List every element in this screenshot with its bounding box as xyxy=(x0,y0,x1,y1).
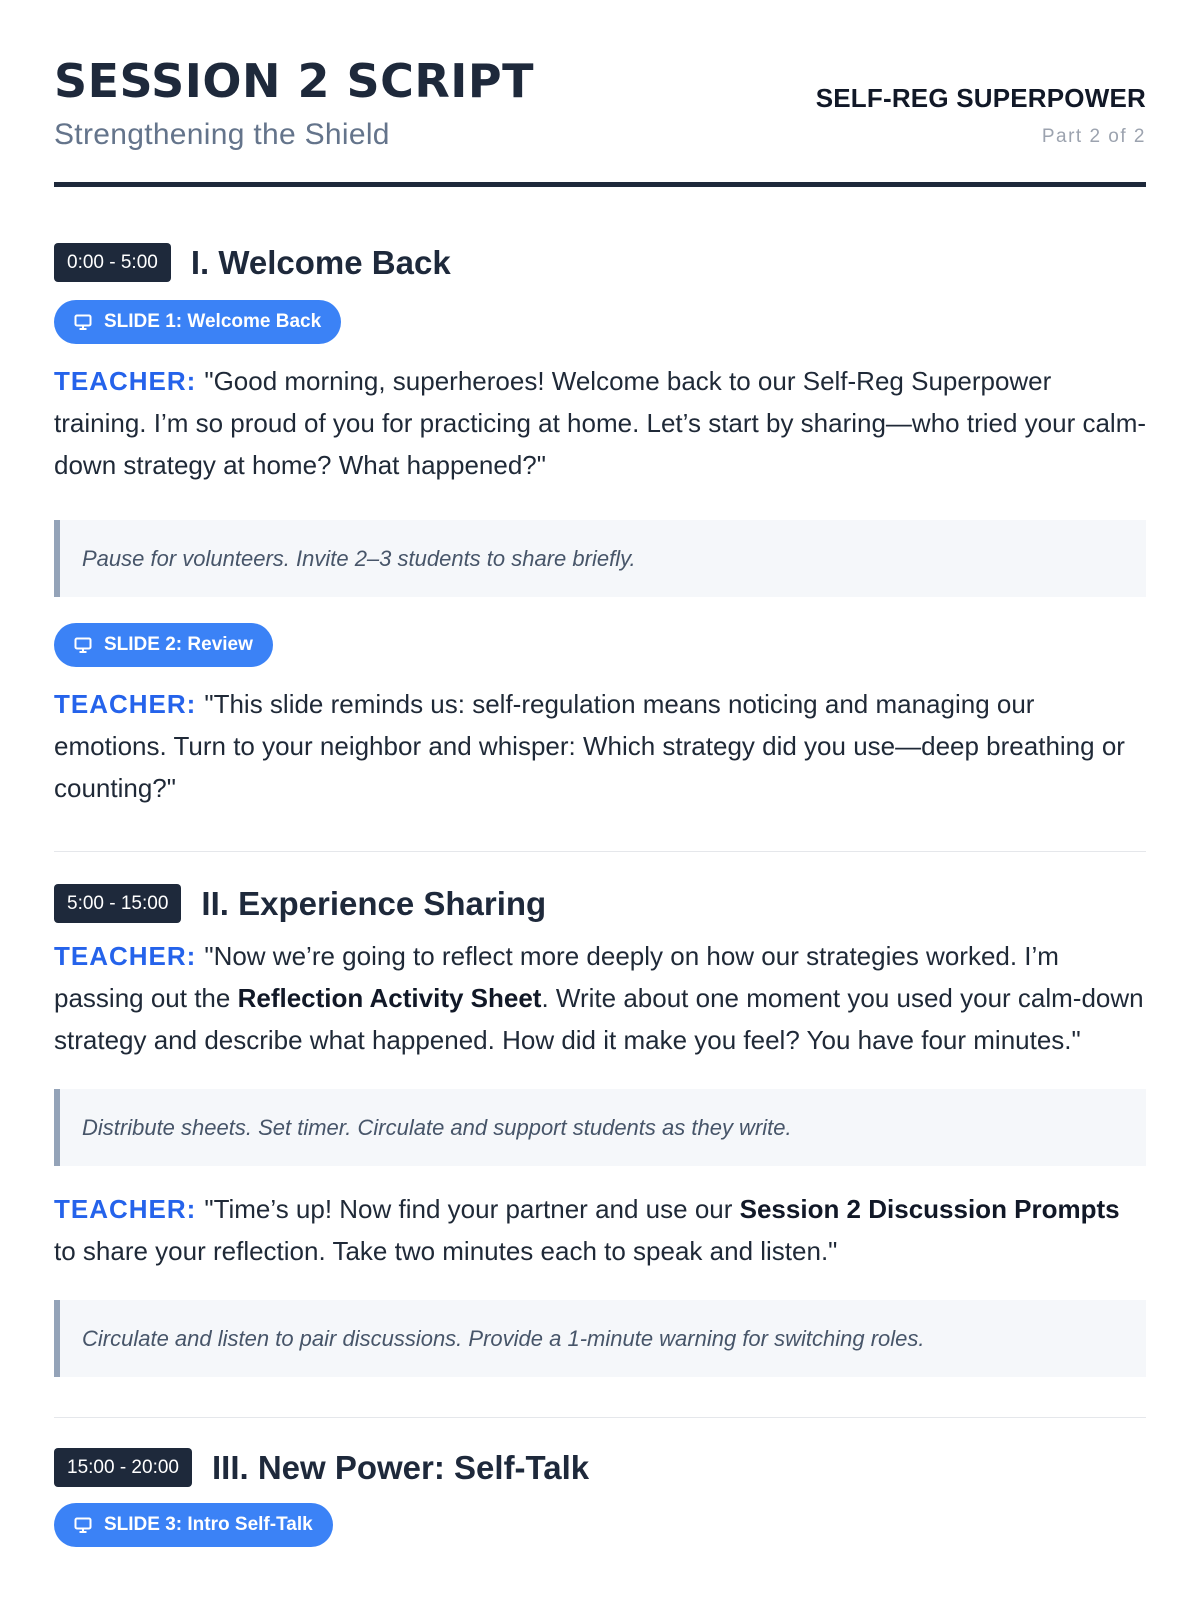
program-name: SELF-REG SUPERPOWER xyxy=(815,83,1146,113)
teacher-tag: TEACHER: xyxy=(54,1194,197,1224)
stage-direction-note: Distribute sheets. Set timer. Circulate and support students as they write. xyxy=(54,1089,1146,1166)
time-badge: 0:00 - 5:00 xyxy=(54,243,171,282)
teacher-speech: "This slide reminds us: self-regulation means noticing and managing our emotions. Turn to your neighbor and whisper: Which strategy did you use—deep breathing or counting?" xyxy=(54,689,1125,803)
program-block xyxy=(816,83,1146,152)
slide-label: SLIDE 2: Review xyxy=(104,634,253,655)
teacher-line xyxy=(54,683,1146,851)
teacher-speech: to share your reflection. Take two minutes each to speak and listen." xyxy=(54,1236,838,1266)
teacher-tag: TEACHER: xyxy=(54,366,197,396)
teacher-line xyxy=(54,935,1146,1061)
section-title: III. New Power: Self-Talk xyxy=(211,1448,590,1486)
section-heading xyxy=(54,1448,1146,1487)
slide-3-button[interactable] xyxy=(54,1503,333,1547)
teacher-tag: TEACHER: xyxy=(54,941,197,971)
teacher-tag: TEACHER: xyxy=(54,689,197,719)
page-title: SESSION 2 SCRIPT xyxy=(54,54,535,108)
section-welcome-back xyxy=(54,187,1146,851)
presentation-screen-icon xyxy=(74,637,92,653)
part-label: Part 2 of 2 xyxy=(1041,126,1146,147)
teacher-line xyxy=(54,360,1146,486)
stage-direction-note: Circulate and listen to pair discussions. Provide a 1-minute warning for switching roles. xyxy=(54,1300,1146,1377)
section-title: I. Welcome Back xyxy=(190,243,451,281)
slide-label: SLIDE 1: Welcome Back xyxy=(104,311,322,332)
teacher-speech: "Now we’re going to reflect more deeply on how our strategies worked. I’m passing out the xyxy=(54,941,1059,1013)
slide-label: SLIDE 3: Intro Self-Talk xyxy=(104,1514,313,1535)
time-badge: 15:00 - 20:00 xyxy=(54,1448,192,1487)
reflection-sheet-name: Reflection Activity Sheet xyxy=(237,983,542,1013)
slide-2-button[interactable] xyxy=(54,623,273,667)
page-subtitle: Strengthening the Shield xyxy=(54,118,390,151)
slide-1-button[interactable] xyxy=(54,300,341,344)
section-heading xyxy=(54,884,1146,923)
teacher-line xyxy=(54,1188,1146,1272)
title-block xyxy=(54,54,535,152)
presentation-screen-icon xyxy=(74,1517,92,1533)
section-title: II. Experience Sharing xyxy=(201,884,547,922)
presentation-screen-icon xyxy=(74,314,92,330)
stage-direction-note: Pause for volunteers. Invite 2–3 students to share briefly. xyxy=(54,520,1146,597)
discussion-prompts-name: Session 2 Discussion Prompts xyxy=(739,1194,1120,1224)
teacher-speech: "Good morning, superheroes! Welcome back to our Self-Reg Superpower training. I’m so proud of you for practicing at home. Let’s start by sharing—who tried your calm-down strategy at home? What happened?" xyxy=(54,366,1147,480)
section-heading xyxy=(54,243,1146,282)
time-badge: 5:00 - 15:00 xyxy=(54,884,181,923)
section-experience-sharing xyxy=(54,851,1146,1377)
document-header xyxy=(54,0,1146,187)
section-self-talk xyxy=(54,1417,1146,1547)
teacher-speech: . Write about one moment you used your calm-down strategy and describe what happened. How did it make you feel? You have four minutes." xyxy=(54,983,1144,1055)
teacher-speech: "Time’s up! Now find your partner and use our xyxy=(204,1194,740,1224)
